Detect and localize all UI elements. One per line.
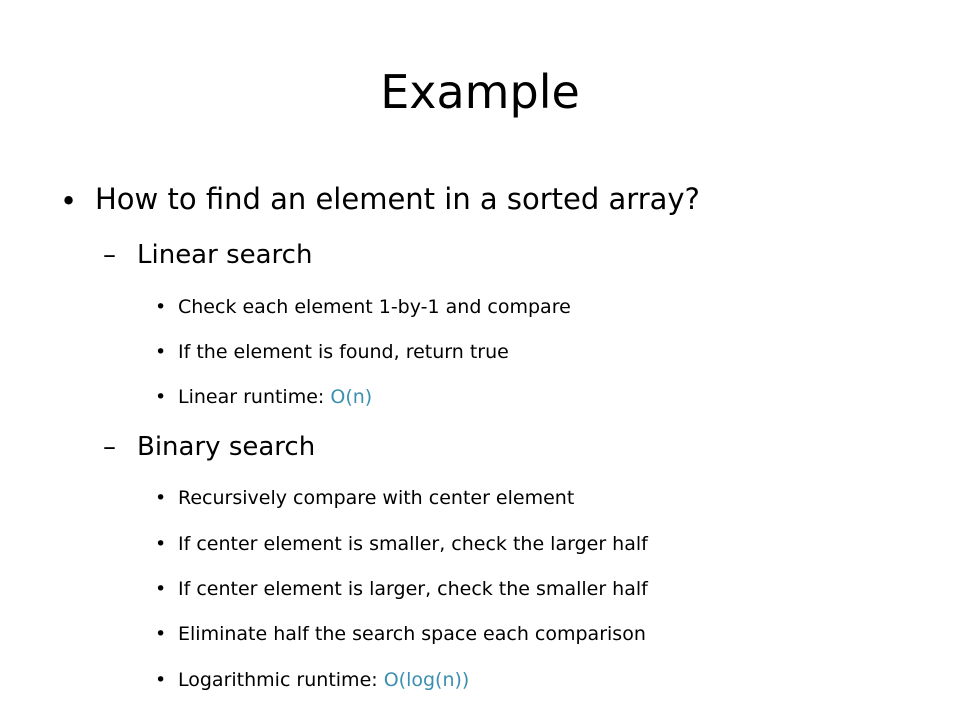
binary-step-larger: If center element is larger, check the smaller half bbox=[178, 578, 648, 600]
bullet-marker: • bbox=[155, 623, 167, 645]
bullet-marker: • bbox=[155, 341, 167, 363]
binary-step-smaller: If center element is smaller, check the larger half bbox=[178, 533, 648, 555]
sub-bullet-linear-search: Linear search bbox=[137, 240, 313, 270]
bullet-question: How to find an element in a sorted array? bbox=[95, 182, 700, 216]
binary-step-recurse: Recursively compare with center element bbox=[178, 487, 575, 509]
binary-runtime bbox=[178, 669, 469, 691]
sub-bullet-binary-search: Binary search bbox=[137, 432, 316, 462]
binary-runtime-complexity: O(log(n)) bbox=[383, 669, 470, 691]
linear-runtime-complexity: O(n) bbox=[330, 386, 373, 408]
bullet-marker: • bbox=[155, 578, 167, 600]
bullet-marker: • bbox=[155, 669, 167, 691]
bullet-marker: • bbox=[155, 296, 167, 318]
bullet-marker: • bbox=[155, 487, 167, 509]
linear-runtime-label: Linear runtime: bbox=[178, 386, 331, 408]
dash-marker: – bbox=[103, 432, 116, 462]
bullet-marker: • bbox=[155, 533, 167, 555]
linear-runtime bbox=[178, 386, 372, 408]
binary-step-eliminate: Eliminate half the search space each comparison bbox=[178, 623, 646, 645]
dash-marker: – bbox=[103, 240, 116, 270]
slide-title: Example bbox=[380, 65, 580, 119]
linear-step-check: Check each element 1-by-1 and compare bbox=[178, 296, 571, 318]
bullet-marker: • bbox=[60, 184, 78, 218]
linear-step-found: If the element is found, return true bbox=[178, 341, 509, 363]
bullet-marker: • bbox=[155, 386, 167, 408]
binary-runtime-label: Logarithmic runtime: bbox=[178, 669, 384, 691]
